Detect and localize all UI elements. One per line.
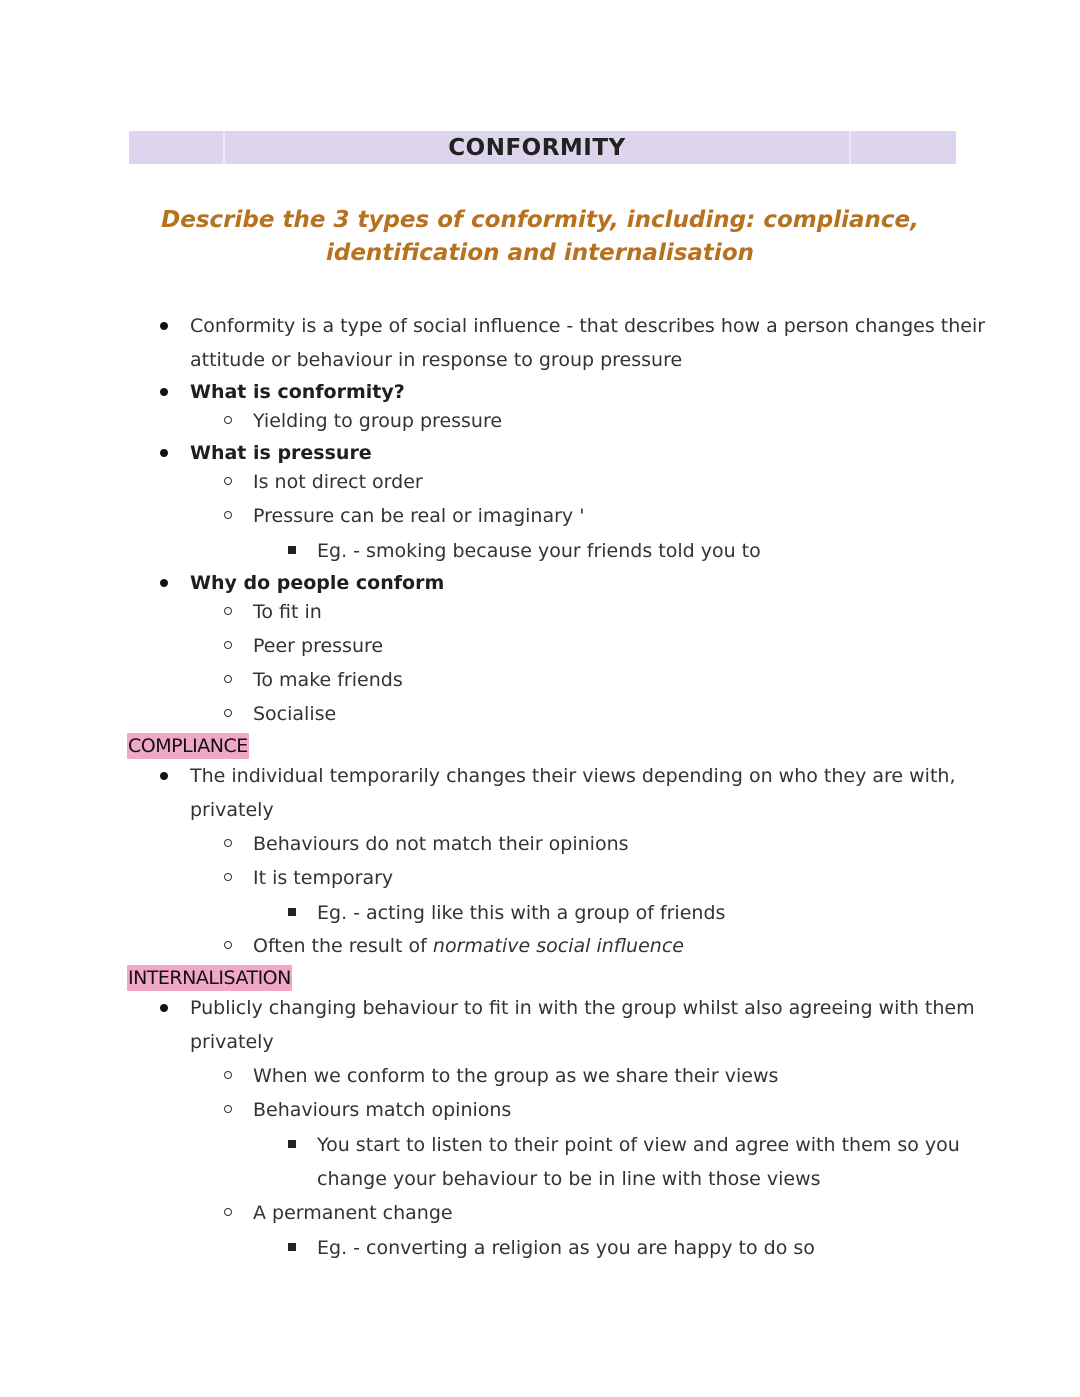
circle-bullet-icon <box>224 675 232 683</box>
answer-real-or-imaginary: Pressure can be real or imaginary ' <box>253 505 585 527</box>
bullet-icon <box>160 322 168 330</box>
internalisation-sub-line-1: You start to listen to their point of view and agree with them so you <box>317 1134 960 1156</box>
reason-item: To make friends <box>253 669 403 691</box>
internalisation-point-3: A permanent change <box>253 1202 453 1224</box>
compliance-example: Eg. - acting like this with a group of friends <box>317 902 726 924</box>
circle-bullet-icon <box>224 477 232 485</box>
section-heading-internalisation: INTERNALISATION <box>128 967 291 989</box>
circle-bullet-icon <box>224 1105 232 1113</box>
reason-item: To fit in <box>253 601 322 623</box>
internalisation-point-2: Behaviours match opinions <box>253 1099 512 1121</box>
definition-line-2: attitude or behaviour in response to group pressure <box>190 349 683 371</box>
internalisation-description-line-1: Publicly changing behaviour to fit in with the group whilst also agreeing with them <box>190 997 975 1019</box>
title-banner-center-cell <box>225 131 851 164</box>
square-bullet-icon <box>288 1140 296 1148</box>
circle-bullet-icon <box>224 709 232 717</box>
bullet-icon <box>160 772 168 780</box>
compliance-point-3-text: Often the result of <box>253 935 433 957</box>
internalisation-description-line-2: privately <box>190 1031 274 1053</box>
circle-bullet-icon <box>224 607 232 615</box>
circle-bullet-icon <box>224 416 232 424</box>
reason-item: Socialise <box>253 703 337 725</box>
circle-bullet-icon <box>224 511 232 519</box>
bullet-icon <box>160 449 168 457</box>
compliance-point-1: Behaviours do not match their opinions <box>253 833 629 855</box>
section-heading-compliance: COMPLIANCE <box>128 735 248 757</box>
circle-bullet-icon <box>224 1208 232 1216</box>
question-what-is-pressure: What is pressure <box>190 442 372 464</box>
square-bullet-icon <box>288 546 296 554</box>
question-what-is-conformity: What is conformity? <box>190 381 405 403</box>
compliance-point-2: It is temporary <box>253 867 394 889</box>
compliance-point-3 <box>253 929 684 963</box>
internalisation-example: Eg. - converting a religion as you are happy to do so <box>317 1237 815 1259</box>
compliance-description-line-2: privately <box>190 799 274 821</box>
circle-bullet-icon <box>224 1071 232 1079</box>
exam-question-line-2: identification and internalisation <box>325 240 754 266</box>
square-bullet-icon <box>288 1243 296 1251</box>
bullet-icon <box>160 1004 168 1012</box>
square-bullet-icon <box>288 908 296 916</box>
bullet-icon <box>160 388 168 396</box>
example-smoking: Eg. - smoking because your friends told you to <box>317 540 761 562</box>
answer-not-direct-order: Is not direct order <box>253 471 423 493</box>
bullet-icon <box>160 579 168 587</box>
circle-bullet-icon <box>224 839 232 847</box>
title-banner-right-cell <box>851 131 956 164</box>
question-why-conform: Why do people conform <box>190 572 445 594</box>
reason-item: Peer pressure <box>253 635 384 657</box>
circle-bullet-icon <box>224 941 232 949</box>
title-banner-left-cell <box>129 131 225 164</box>
answer-yielding: Yielding to group pressure <box>253 410 503 432</box>
circle-bullet-icon <box>224 641 232 649</box>
internalisation-point-1: When we conform to the group as we share their views <box>253 1065 779 1087</box>
exam-question <box>130 204 950 270</box>
normative-social-influence-term: normative social influence <box>432 935 684 957</box>
exam-question-line-1: Describe the 3 types of conformity, including: compliance, <box>161 207 919 233</box>
definition-line-1: Conformity is a type of social influence - that describes how a person changes their <box>190 315 986 337</box>
title-banner <box>129 131 956 164</box>
internalisation-sub-line-2: change your behaviour to be in line with those views <box>317 1168 821 1190</box>
compliance-description-line-1: The individual temporarily changes their views depending on who they are with, <box>190 765 956 787</box>
page-title: CONFORMITY <box>448 134 626 161</box>
circle-bullet-icon <box>224 873 232 881</box>
